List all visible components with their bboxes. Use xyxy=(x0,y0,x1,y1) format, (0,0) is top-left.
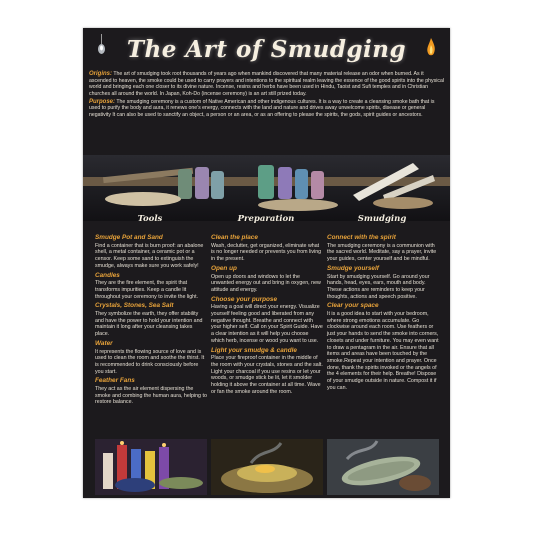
section-body: Start by smudging yourself. Go around your hands, head, eyes, ears, mouth and body. These actions are reminders to keep your thoughts, actions and speech positive. xyxy=(327,273,430,300)
section-body: Having a goal will direct your energy. Visualize yourself feeling good and liberated from any negative thought. Breathe and connect with your higher self. Call on your Spirit Guide. Have a clear intention as it will help you choose which herb, incense or wood you want to use. xyxy=(211,304,323,344)
purpose-label: Purpose: xyxy=(89,98,116,105)
section-body: Wash, declutter, get organized, eliminate what is no longer needed or prevents you from living in the present. xyxy=(211,242,322,263)
section-heading: Connect with the spirit xyxy=(327,234,396,241)
section-heading: Smudge Pot and Sand xyxy=(95,234,163,241)
section-body: Place your fireproof container in the middle of the room with your crystals, stones and the salt. Light your charcoal if you use resins or let your woods, or smudge stick be lit, let it smolder holding it above the container at all time. Wave or fan the smoke around the room. xyxy=(211,355,323,395)
section-body: They act as the air element dispersing the smoke and combing the human aura, helping to restore balance. xyxy=(95,386,207,406)
section-body: Find a container that is burn proof: an abalone shell, a metal container, a ceramic pot or a censor. Keep some sand to extinguish the smudge, always make sure you work safely! xyxy=(95,242,204,269)
column-heading-smudging: Smudging xyxy=(357,214,407,224)
section-body: Open up doors and windows to let the unwanted energy out and bring in oxygen, new attitude and energy. xyxy=(211,273,321,293)
preparation-column xyxy=(211,232,323,395)
section-heading: Feather Fans xyxy=(95,377,135,385)
section-heading: Water xyxy=(95,339,113,347)
poster-title: The Art of Smudging xyxy=(126,36,407,63)
candles-photo xyxy=(95,439,207,495)
section-heading: Smudge yourself xyxy=(327,264,379,272)
smudging-column xyxy=(327,232,439,391)
sage-bundle-photo xyxy=(327,439,439,495)
burning-smudge-photo xyxy=(211,439,323,495)
section-body: It is a good idea to start with your bedroom, where strong emotions accumulate. Go clockwise around each room. Use feathers or just your hands to send the smoke into corners, closets and under furniture. You may even want to draw a pentagram in the air. Ensure that all items and areas have been touched by the smoke.Repeat your intention and prayer. Once done, thank the spirits invoked or the angels of the 4 elements for their help. Breathe! Dispose of your smudge outside in nature. Compost it if you can. xyxy=(327,311,439,391)
section-body: They are the fire element, the spirit that transforms impurities. Keep a candle lit throughout your ceremony to invite the light. xyxy=(95,280,199,300)
flame-icon xyxy=(426,38,436,58)
section-heading: Open up xyxy=(211,264,237,272)
tools-column xyxy=(95,232,207,406)
section-heading: Clear your space xyxy=(327,302,379,310)
column-heading-tools: Tools xyxy=(137,214,163,224)
section-heading: Crystals, Stones, Sea Salt xyxy=(95,302,174,310)
intro-text xyxy=(89,71,444,120)
smudging-poster xyxy=(83,28,450,498)
origins-label: Origins: xyxy=(89,71,113,77)
smudging-tools-photo-banner xyxy=(83,155,450,221)
purpose-text: The smudging ceremony is a custom of Native American and other indigenous cultures. It is a way to create a cleansing smoke bath that is used to purify the body and aura, it renews one's energy, connects with the land and nature and drives away unwelcome spirits, disease or general negativity It can also be used to sanctify an object, a person or an area, or as an offering to please the spirits, the gods, spirit guides or ancestors. xyxy=(89,98,435,119)
section-body: They symbolize the earth, they offer stability and have the power to hold your intention and maintain it long after your cleansing takes place. xyxy=(95,311,203,338)
section-heading: Choose your purpose xyxy=(211,295,278,303)
section-heading: Candles xyxy=(95,271,120,279)
section-body: It represents the flowing source of love and is used to clean the room and soothe the thirst. It is recommended to drink consciously before you start. xyxy=(95,348,205,375)
origins-text: The art of smudging took root thousands of years ago when mankind discovered that many material release an odor when burned. As it ascended to heaven, the smoke could be used to carry prayers and intentions to the spiritual realm leaving the essence of the good spirits into the physical world and bringing each one closer to its divine nature. Incense, resins and herbs have been used in Hindu, Taoist and Sufi temples and in Christian churches all around the world. In Japan, Koh-Do (incense ceremony) is an art still prized today. xyxy=(89,71,444,97)
section-body: The smudging ceremony is a communion with the sacred world. Meditate, say a prayer, invite your guides, center yourself and be mindful. xyxy=(327,242,437,263)
section-heading: Clean the place xyxy=(211,234,258,241)
section-heading: Light your smudge & candle xyxy=(211,346,297,354)
column-heading-preparation: Preparation xyxy=(237,214,295,224)
